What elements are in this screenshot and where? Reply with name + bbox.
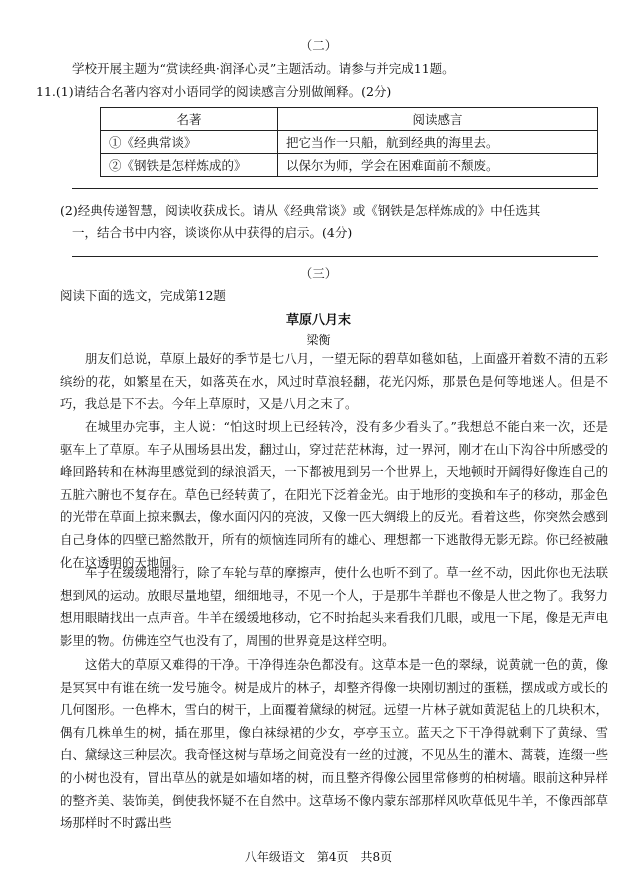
table-header: 阅读感言 (278, 108, 598, 131)
paragraph: 在城里办完事，主人说：“怕这时坝上已经转冷，没有多少看头了。”我想总不能白来一次，还是驱车上了草原。车子从围场县出发，翻过山，穿过茫茫林海，过一界河，刚才在山下沟谷中所感受的峰回路转和在林海里感觉到的绿浪滔天，一下都被甩到另一个世界上，天地顿时开阔得好像连自己的五脏六腑也不复存在。草色已经转黄了，在阳光下泛着金光。由于地形的变换和车子的移动，那金色的光带在草面上掠来飘去，像水面闪闪的亮波，又像一匹大绸缎上的反光。看着这些，你突然会感到自己身体的四壁已豁然散开，所有的烦恼连同所有的雄心、理想都一下逃散得无影无踪。你已经被融化在这透明的天地间。 (60, 419, 608, 570)
answer-line (72, 256, 598, 257)
paragraph: 车子在缓缓地滑行，除了车轮与草的摩擦声，使什么也听不到了。草一丝不动，因此你也无法联想到风的运动。放眼尽量地望，细细地寻，不见一个人，于是那牛羊群也不像是人世之物了。我努力想用眼睛找出一点声音。牛羊在缓缓地移动，它不时抬起头来看我们几眼，或甩一下尾，像是无声电影里的物。仿佛连空气也没有了，周围的世界竟是这样空明。 (60, 565, 608, 648)
paragraph: 这偌大的草原又难得的干净。干净得连杂色都没有。这草本是一色的翠绿，说黄就一色的黄，像是冥冥中有谁在统一发号施令。树是成片的林子，却整齐得像一块刚切割过的蛋糕，摆成或方或长的几何图形。一色桦木，雪白的树干，上面覆着黛绿的树冠。远望一片林子就如黄泥毡上的几块积木，偶有几株单生的树，插在那里，像白袜绿裙的少女，亭亭玉立。蓝天之下干净得就剩下了黄绿、雪白、黛绿这三种层次。我奇怪这树与草场之间竟没有一丝的过渡，不见丛生的灌木、蒿蓑，连缀一些的小树也没有，冒出草丛的就是如墙如堵的树，而且整齐得像公园里常修剪的柏树墙。眼前这种异样的整齐美、装饰美，倒使我怀疑不在自然中。这草场不像内蒙东部那样风吹草低见牛羊，不像西部草场那样时不时露出些 (60, 657, 608, 831)
section-heading-2: （二） (299, 38, 338, 53)
table-cell: 以保尔为师，学会在困难面前不颓废。 (278, 154, 598, 177)
table-cell: 把它当作一只船，航到经典的海里去。 (278, 131, 598, 154)
table-row (101, 131, 598, 154)
table-header-row (101, 108, 598, 131)
page-footer: 八年级语文 第4页 共8页 (244, 850, 393, 864)
reading-instruction: 阅读下面的选文，完成第12题 (60, 288, 226, 303)
table-header: 名著 (101, 108, 278, 131)
table-cell: ①《经典常谈》 (101, 131, 278, 154)
reading-table (100, 107, 598, 177)
table-cell: ②《钢铁是怎样炼成的》 (101, 154, 278, 177)
paragraph: 朋友们总说，草原上最好的季节是七八月，一望无际的碧草如毯如毡，上面盛开着数不清的五彩缤纷的花，如繁星在天，如落英在水，风过时草浪轻翻，花光闪烁，那景色是何等地迷人。但是不巧，我总是下不去。今年上草原时，又是八月之末了。 (60, 351, 608, 412)
question-11-2-cont: 一，结合书中内容，谈谈你从中获得的启示。(4分) (72, 225, 353, 240)
question-11-2: (2)经典传递智慧，阅读收获成长。请从《经典常谈》或《钢铁是怎样炼成的》中任选其 (60, 203, 541, 218)
section-heading-3: （三） (299, 266, 338, 281)
article-title: 草原八月末 (285, 313, 351, 328)
question-11-1: 11.(1)请结合名著内容对小语同学的阅读感言分别做阐释。(2分) (36, 84, 392, 99)
answer-line (72, 188, 598, 189)
article-author: 梁衡 (306, 333, 331, 347)
section-intro: 学校开展主题为“赏读经典·润泽心灵”主题活动。请参与并完成11题。 (72, 61, 455, 76)
table-row (101, 154, 598, 177)
